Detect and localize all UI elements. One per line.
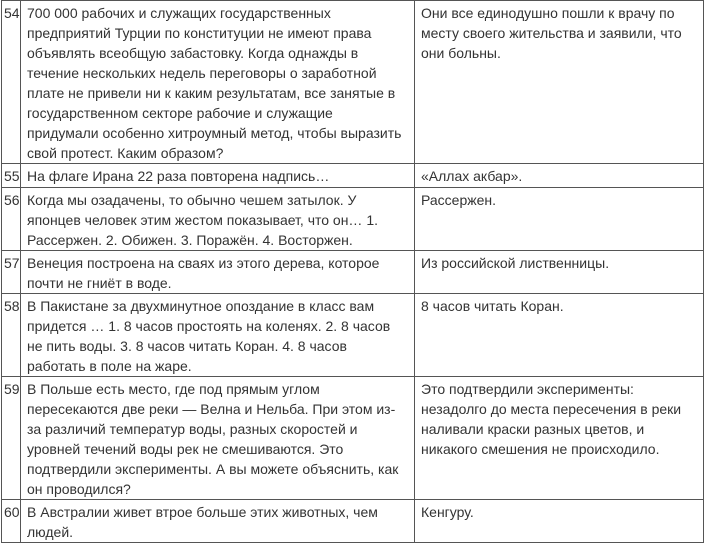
answer-cell: Кенгуру. xyxy=(415,500,704,543)
table-row xyxy=(2,294,704,377)
qa-table xyxy=(1,0,704,543)
answer-cell: Они все единодушно пошли к врачу по месту своего жительства и заявили, что они больны. xyxy=(415,1,704,164)
answer-cell: Из российской лиственницы. xyxy=(415,251,704,294)
row-number: 58 xyxy=(2,294,21,377)
answer-cell: «Аллах акбар». xyxy=(415,164,704,188)
row-number: 55 xyxy=(2,164,21,188)
row-number: 57 xyxy=(2,251,21,294)
row-number: 59 xyxy=(2,377,21,500)
question-cell: Венеция построена на сваях из этого дерева, которое почти не гниёт в воде. xyxy=(21,251,415,294)
question-cell: На флаге Ирана 22 раза повторена надпись… xyxy=(21,164,415,188)
row-number: 60 xyxy=(2,500,21,543)
row-number: 56 xyxy=(2,188,21,251)
question-cell: В Польше есть место, где под прямым углом пересекаются две реки — Велна и Нельба. При этом из-за различий температур воды, разных скоростей и уровней течений воды рек не смешиваются. Это подтвердили эксперименты. А вы можете объяснить, как он проводился? xyxy=(21,377,415,500)
question-cell: 700 000 рабочих и служащих государственных предприятий Турции по конституции не имеют права объявлять всеобщую забастовку. Когда однажды в течение нескольких недель переговоры о заработной плате не привели ни к каким результатам, все занятые в государственном секторе рабочие и служащие придумали особенно хитроумный метод, чтобы выразить свой протест. Каким образом? xyxy=(21,1,415,164)
table-row xyxy=(2,377,704,500)
answer-cell: 8 часов читать Коран. xyxy=(415,294,704,377)
question-cell: В Австралии живет втрое больше этих животных, чем людей. xyxy=(21,500,415,543)
question-cell: Когда мы озадачены, то обычно чешем затылок. У японцев человек этим жестом показывает, что он… 1. Рассержен. 2. Обижен. 3. Поражён. 4. Восторжен. xyxy=(21,188,415,251)
row-number: 54 xyxy=(2,1,21,164)
table-row xyxy=(2,164,704,188)
table-row xyxy=(2,1,704,164)
answer-cell: Рассержен. xyxy=(415,188,704,251)
question-cell: В Пакистане за двухминутное опоздание в класс вам придется … 1. 8 часов простоять на коленях. 2. 8 часов не пить воды. 3. 8 часов читать Коран. 4. 8 часов работать в поле на жаре. xyxy=(21,294,415,377)
answer-cell: Это подтвердили эксперименты: незадолго до места пересечения в реки наливали краски разных цветов, и никакого смешения не происходило. xyxy=(415,377,704,500)
table-row xyxy=(2,251,704,294)
table-row xyxy=(2,500,704,543)
table-row xyxy=(2,188,704,251)
